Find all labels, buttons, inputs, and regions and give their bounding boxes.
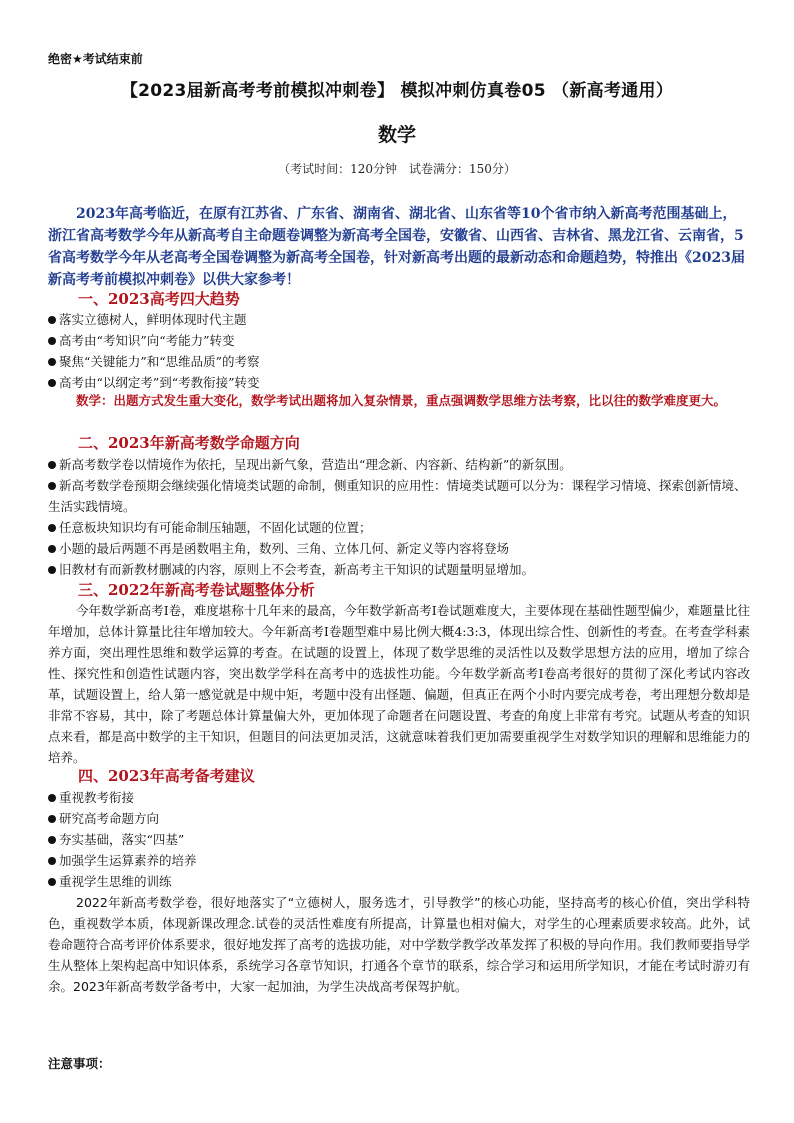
bullet-icon (48, 545, 56, 553)
bullet-icon (48, 482, 56, 490)
section-heading-analysis: 三、2022年新高考卷试题整体分析 (78, 581, 315, 599)
notes-label: 注意事项： (48, 1056, 111, 1071)
intro-paragraph: 2023年高考临近，在原有江苏省、广东省、湖南省、湖北省、山东省等10个省市纳入新高考范围基础上，浙江省高考数学今年从新高考自主命题卷调整为新高考全国卷，安徽省、山西省、吉林省、黑龙江省、云南省，5省高考数学今年从老高考全国卷调整为新高考全国卷，针对新高考出题的最新动态和命题趋势，特推出《2023届新高考考前模拟冲刺卷》以供大家参考！ (48, 206, 745, 288)
closing-paragraph: 2022年新高考数学卷，很好地落实了“立德树人，服务选才，引导教学”的核心功能，坚持高考的核心价值，突出学科特色，重视数学本质，体现新课改理念.试卷的灵活性难度有所提高，计算量也相对偏大，对学生的心理素质要求较高。此外，试卷命题符合高考评价体系要求，很好地发挥了高考的选拔功能，对中学数学教学改革发挥了积极的导向作用。我们教师要指导学生从整体上架构起高中知识体系，系统学习各章节知识，打通各个章节的联系，综合学习和运用所学知识，才能在考试时游刃有余。2023年新高考数学备考中，大家一起加油，为学生决战高考保驾护航。 (48, 895, 750, 994)
list-item: 小题的最后两题不再是函数唱主角，数列、三角、立体几何、新定义等内容将登场 (48, 538, 750, 559)
list-item: 落实立德树人，鲜明体现时代主题 (48, 309, 750, 330)
bullet-icon (48, 524, 56, 532)
confidential-label: 绝密★考试结束前 (48, 52, 143, 66)
bullet-icon (48, 337, 56, 345)
list-item: 旧教材有而新教材删减的内容，原则上不会考查，新高考主干知识的试题量明显增加。 (48, 559, 750, 580)
subject-title: 数学 (377, 124, 416, 146)
section-heading-directions: 二、2023年新高考数学命题方向 (78, 434, 300, 452)
document-title: 【2023届新高考考前模拟冲刺卷】 模拟冲刺仿真卷05 （新高考通用） (120, 81, 674, 101)
list-item: 研究高考命题方向 (48, 808, 750, 829)
bullet-icon (48, 836, 56, 844)
list-item: 高考由“考知识”向“考能力”转变 (48, 330, 750, 351)
bullet-icon (48, 566, 56, 574)
list-item: 夯实基础，落实“四基” (48, 829, 750, 850)
list-item: 加强学生运算素养的培养 (48, 850, 750, 871)
bullet-icon (48, 857, 56, 865)
list-item: 重视学生思维的训练 (48, 871, 750, 892)
list-item: 任意板块知识均有可能命制压轴题，不固化试题的位置； (48, 517, 750, 538)
bullet-icon (48, 316, 56, 324)
list-item: 重视教考衔接 (48, 787, 750, 808)
list-item: 聚焦“关键能力”和“思维品质”的考察 (48, 351, 750, 372)
analysis-paragraph: 今年数学新高考Ⅰ卷，难度堪称十几年来的最高，今年数学新高考Ⅰ卷试题难度大，主要体现在基础性题型偏少，难题量比往年增加，总体计算量比往年增加较大。今年新高考Ⅰ卷题型难中易比例大概4:3:3，体现出综合性、创新性的考查。在考查学科素养方面，突出理性思维和数学运算的考查。在试题的设置上，体现了数学思维的灵活性以及数学思想方法的应用，增加了综合性、探究性和创造性试题内容，突出数学学科在高考中的选拔性功能。今年数学新高考Ⅰ卷高考很好的贯彻了深化考试内容改革，试题设置上，给人第一感觉就是中规中矩，考题中没有出怪题、偏题，但真正在两个小时内要完成考卷，考出理想分数却是非常不容易，其中，除了考题总体计算量偏大外，更加体现了命题者在问题设置、考查的角度上非常有考究。试题从考查的知识点来看，都是高中数学的主干知识，但题目的问法更加灵活，这就意味着我们更加需要重视学生对数学知识的理解和思维能力的培养。 (48, 603, 750, 765)
bullet-icon (48, 794, 56, 802)
list-item: 新高考数学卷以情境作为依托，呈现出新气象，营造出“理念新、内容新、结构新”的新氛围。 (48, 454, 750, 475)
bullet-icon (48, 379, 56, 387)
math-difficulty-note: 数学：出题方式发生重大变化，数学考试出题将加入复杂情景，重点强调数学思维方法考察，比以往的数学难度更大。 (76, 393, 727, 408)
list-item: 新高考数学卷预期会继续强化情境类试题的命制，侧重知识的应用性：情境类试题可以分为：课程学习情境、探索创新情境、生活实践情境。 (48, 478, 747, 514)
exam-info: （考试时间：120分钟 试卷满分：150分） (278, 162, 516, 176)
bullet-icon (48, 878, 56, 886)
list-item: 高考由“以纲定考”到“考教衔接”转变 (48, 372, 750, 393)
bullet-icon (48, 815, 56, 823)
section-heading-suggestions: 四、2023年高考备考建议 (78, 767, 255, 785)
bullet-icon (48, 358, 56, 366)
section-heading-trends: 一、2023高考四大趋势 (78, 290, 240, 308)
bullet-icon (48, 461, 56, 469)
